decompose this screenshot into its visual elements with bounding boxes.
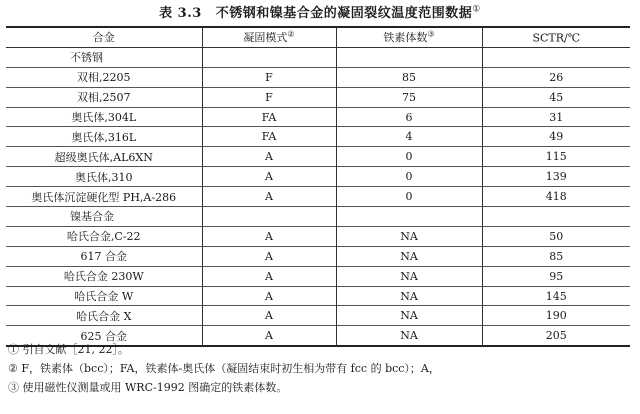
footnote-2: ② F，铁素体（bcc）；FA，铁素体-奥氏体（凝固结束时初生相为带有 fcc 的 bcc）；A， [8,362,440,375]
footnote-1: ① 引自文献［21, 22］。 [8,343,129,356]
mode-cell: A [202,147,336,167]
ferrite-number-cell: NA [336,286,482,306]
sctr-cell: 190 [482,306,630,326]
alloy-cell: 奥氏体,316L [6,127,202,147]
sctr-cell: 139 [482,167,630,187]
sctr-cell: 45 [482,87,630,107]
alloy-cell: 哈氏合金 W [6,286,202,306]
table-row [6,246,630,266]
ferrite-number-cell: 6 [336,107,482,127]
ferrite-number-cell: 4 [336,127,482,147]
sctr-cell: 26 [482,67,630,87]
table-row [6,187,630,207]
table-row [6,147,630,167]
ferrite-number-cell: 75 [336,87,482,107]
table-row [6,67,630,87]
footnotes [8,340,634,397]
sctr-cell: 31 [482,107,630,127]
caption-footnote-mark: ① [472,4,481,15]
mode-cell: FA [202,127,336,147]
table-title: 不锈钢和镍基合金的凝固裂纹温度范围数据 [215,6,473,21]
footnote-3: ③ 使用磁性仪测量或用 WRC-1992 图确定的铁素体数。 [8,381,288,394]
ferrite-number-cell: NA [336,326,482,346]
sctr-cell: 205 [482,326,630,346]
alloy-cell: 哈氏合金 230W [6,266,202,286]
alloy-cell: 奥氏体沉淀硬化型 PH,A-286 [6,187,202,207]
sctr-cell: 49 [482,127,630,147]
alloy-cell: 双相,2507 [6,87,202,107]
mode-cell: A [202,326,336,346]
table-row [6,306,630,326]
alloy-cell: 625 合金 [6,326,202,346]
mode-cell: FA [202,107,336,127]
table-number: 表 3.3 [159,6,202,21]
table-row [6,266,630,286]
sctr-cell: 95 [482,266,630,286]
mode-cell: A [202,226,336,246]
alloy-cell: 奥氏体,304L [6,107,202,127]
sctr-cell: 50 [482,226,630,246]
table-row [6,107,630,127]
ferrite-number-cell: NA [336,246,482,266]
ferrite-number-cell: 0 [336,187,482,207]
mode-cell: A [202,167,336,187]
group-row [6,207,630,227]
alloy-cell: 双相,2205 [6,67,202,87]
table-row [6,286,630,306]
sctr-cell: 115 [482,147,630,167]
ferrite-number-cell: NA [336,226,482,246]
ferrite-number-cell: 0 [336,147,482,167]
alloy-cell: 超级奥氏体,AL6XN [6,147,202,167]
mode-cell: A [202,266,336,286]
mode-cell: A [202,187,336,207]
sctr-cell: 418 [482,187,630,207]
mode-cell: A [202,306,336,326]
data-table [6,26,630,347]
mode-cell: A [202,246,336,266]
ferrite-number-cell: 0 [336,167,482,187]
sctr-cell [482,207,630,227]
ferrite-number-cell: NA [336,266,482,286]
alloy-cell: 不锈钢 [6,47,202,67]
mode-cell [202,47,336,67]
header-alloy: 合金 [6,27,202,47]
table-caption [0,2,640,21]
alloy-cell: 哈氏合金 X [6,306,202,326]
alloy-cell: 617 合金 [6,246,202,266]
header-row [6,27,630,47]
table-row [6,87,630,107]
table-row [6,226,630,246]
sctr-cell [482,47,630,67]
table-row [6,127,630,147]
mode-cell [202,207,336,227]
header-solidification-mode: 凝固模式② [202,27,336,47]
mode-cell: A [202,286,336,306]
sctr-cell: 85 [482,246,630,266]
group-row [6,47,630,67]
ferrite-number-cell: 85 [336,67,482,87]
mode-cell: F [202,67,336,87]
header-ferrite-number: 铁素体数③ [336,27,482,47]
alloy-cell: 奥氏体,310 [6,167,202,187]
ferrite-number-cell [336,207,482,227]
header-sctr: SCTR/℃ [482,27,630,47]
sctr-cell: 145 [482,286,630,306]
table-row [6,167,630,187]
ferrite-number-cell [336,47,482,67]
ferrite-number-cell: NA [336,306,482,326]
alloy-cell: 哈氏合金,C-22 [6,226,202,246]
mode-cell: F [202,87,336,107]
alloy-cell: 镍基合金 [6,207,202,227]
